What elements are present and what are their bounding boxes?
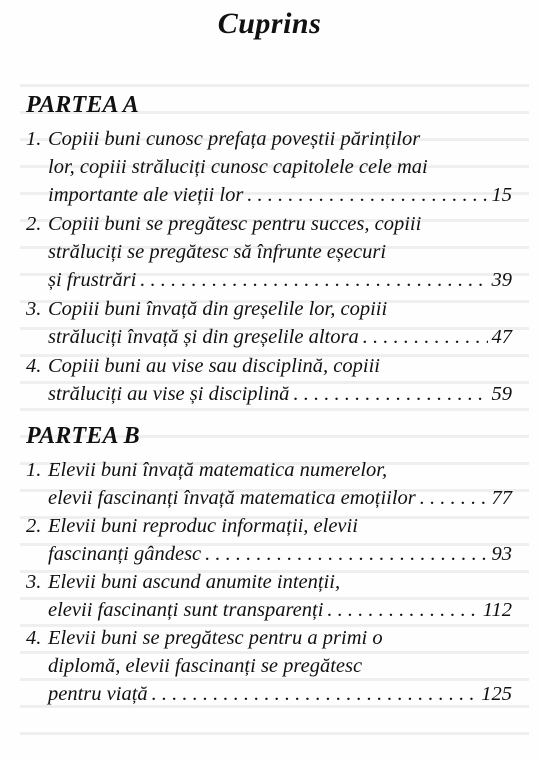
entry-text-line: străluciți au vise și disciplină <box>48 383 290 405</box>
entry-text-line: pentru viață <box>48 683 148 705</box>
entry-text-line: străluciți învață și din greșelile altora <box>48 326 359 348</box>
dot-leader <box>420 484 488 512</box>
entry-text-line: și frustrări <box>48 269 137 291</box>
entry-number: 3. <box>26 298 42 320</box>
entry-text-line: Elevii buni se pregătesc pentru a primi o <box>48 627 383 649</box>
entry-number: 1. <box>26 459 42 481</box>
entry-text-line: lor, copiii străluciți cunosc capitolele cele mai <box>48 156 428 178</box>
entry-text-line: elevii fascinanți învață matematica emoțiilor <box>48 487 416 509</box>
entry-text-line: Copiii buni cunosc prefața poveștii părinților <box>48 128 421 150</box>
entry-text-line: Elevii buni reproduc informații, elevii <box>48 515 358 537</box>
toc-entry-a1 <box>26 125 512 209</box>
entry-text-line: Copiii buni au vise sau disciplină, copiii <box>48 355 380 377</box>
page-number: 77 <box>491 487 512 509</box>
entry-text-line: importante ale vieții lor <box>48 184 244 206</box>
page-number: 93 <box>491 543 512 565</box>
entry-text-line: elevii fascinanți sunt transparenți <box>48 599 324 621</box>
entry-text-line: Copiii buni învață din greșelile lor, copiii <box>48 298 388 320</box>
entry-number: 2. <box>26 515 42 537</box>
entry-number: 2. <box>26 213 42 235</box>
toc-entry-b4 <box>26 624 512 708</box>
entry-number: 4. <box>26 355 42 377</box>
toc-entry-b1 <box>26 456 512 512</box>
part-heading-b: PARTEA B <box>26 423 140 449</box>
entry-number: 3. <box>26 571 42 593</box>
entry-number: 4. <box>26 627 42 649</box>
page-title: Cuprins <box>217 7 322 40</box>
page-number: 125 <box>481 683 512 705</box>
page-number: 15 <box>491 184 512 206</box>
page-number: 39 <box>491 269 512 291</box>
dot-leader <box>152 680 478 708</box>
page-number: 47 <box>491 326 512 348</box>
page-number: 112 <box>482 599 512 621</box>
toc-entry-a2 <box>26 210 512 294</box>
dot-leader <box>140 266 487 294</box>
dot-leader <box>327 596 478 624</box>
page-number: 59 <box>491 383 512 405</box>
dot-leader <box>247 181 487 209</box>
entry-text-line: Elevii buni învață matematica numerelor, <box>48 459 388 481</box>
entry-text-line: străluciți se pregătesc să înfrunte eșecuri <box>48 241 387 263</box>
toc-entry-a4 <box>26 352 512 408</box>
toc-entry-b3 <box>26 568 512 624</box>
toc-entry-a3 <box>26 295 512 351</box>
dot-leader <box>205 540 487 568</box>
entry-text-line: fascinanți gândesc <box>48 543 202 565</box>
part-heading-a: PARTEA A <box>26 92 139 118</box>
entry-text-line: diplomă, elevii fascinanți se pregătesc <box>48 655 363 677</box>
toc-entry-b2 <box>26 512 512 568</box>
entry-text-line: Elevii buni ascund anumite intenții, <box>48 571 341 593</box>
dot-leader <box>363 323 488 351</box>
entry-number: 1. <box>26 128 42 150</box>
dot-leader <box>293 380 487 408</box>
entry-text-line: Copiii buni se pregătesc pentru succes, copiii <box>48 213 422 235</box>
